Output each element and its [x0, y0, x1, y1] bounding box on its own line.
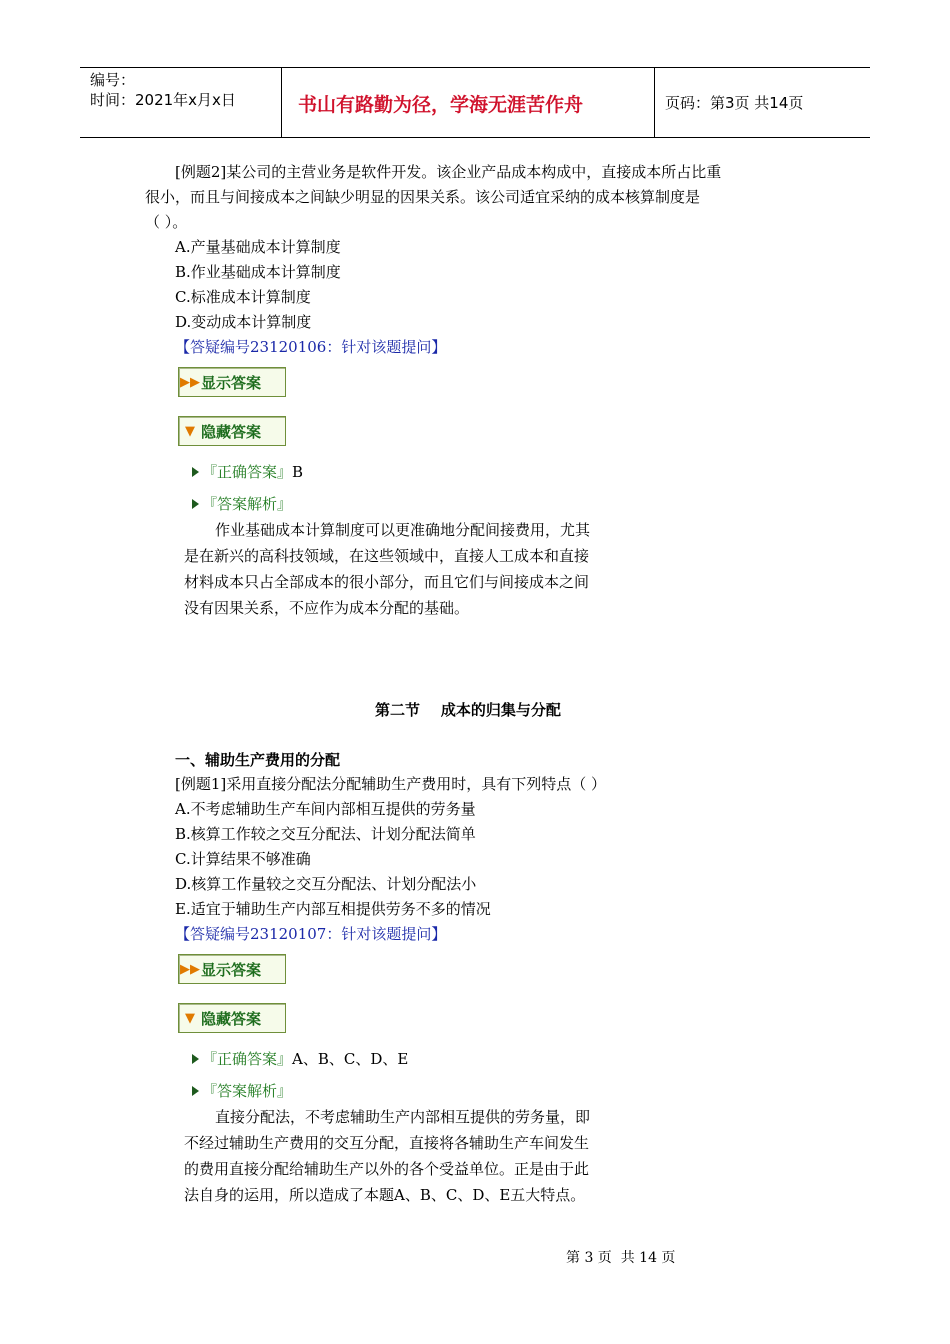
subsection-title: 一、辅助生产费用的分配: [175, 751, 341, 769]
q1-analysis-line1: 作业基础成本计算制度可以更准确地分配间接费用，尤其: [215, 521, 591, 539]
correct-answer-value: B: [292, 463, 304, 481]
triangle-right-icon: [192, 467, 199, 477]
q1-correct-answer: [192, 462, 303, 482]
q2-option-e: E.适宜于辅助生产内部互相提供劳务不多的情况: [175, 900, 491, 918]
q2-analysis-line3: 的费用直接分配给辅助生产以外的各个受益单位。正是由于此: [184, 1160, 590, 1178]
double-chevron-right-icon: ▶▶: [180, 374, 200, 390]
page-footer: 第 3 页 共 14 页: [566, 1250, 676, 1266]
q2-option-c: C.计算结果不够准确: [175, 850, 311, 868]
correct-answer-value: A、B、C、D、E: [292, 1050, 409, 1068]
q1-analysis-heading: [192, 494, 292, 514]
q1-option-d: D.变动成本计算制度: [175, 313, 312, 331]
correct-answer-label: 『正确答案』: [202, 463, 293, 481]
q1-stem-line3: （ ）。: [145, 213, 188, 231]
q1-analysis-line4: 没有因果关系，不应作为成本分配的基础。: [184, 599, 470, 617]
q2-hide-answer-button[interactable]: [178, 1003, 286, 1033]
q2-analysis-line2: 不经过辅助生产费用的交互分配，直接将各辅助生产车间发生: [184, 1134, 590, 1152]
q1-option-a: A.产量基础成本计算制度: [175, 238, 341, 256]
q1-analysis-line3: 材料成本只占全部成本的很小部分，而且它们与间接成本之间: [184, 573, 590, 591]
q1-stem-line2: 很小，而且与间接成本之间缺少明显的因果关系。该公司适宜采纳的成本核算制度是: [145, 188, 701, 206]
show-answer-label: 显示答案: [201, 373, 262, 392]
correct-answer-label: 『正确答案』: [202, 1050, 293, 1068]
q1-qa-link[interactable]: 【答疑编号23120106：针对该题提问】: [175, 338, 447, 356]
q2-qa-link[interactable]: 【答疑编号23120107：针对该题提问】: [175, 925, 447, 943]
hide-answer-label: 隐藏答案: [201, 1009, 262, 1028]
analysis-label: 『答案解析』: [202, 1082, 293, 1100]
header-divider: [654, 68, 655, 137]
q1-hide-answer-button[interactable]: [178, 416, 286, 446]
header-number-label: 编号：: [90, 71, 136, 89]
triangle-right-icon: [192, 499, 199, 509]
q1-analysis-line2: 是在新兴的高科技领域，在这些领域中，直接人工成本和直接: [184, 547, 590, 565]
q2-show-answer-button[interactable]: [178, 954, 286, 984]
header-divider: [281, 68, 282, 137]
double-chevron-right-icon: ▶▶: [180, 961, 200, 977]
triangle-right-icon: [192, 1086, 199, 1096]
header-motto: 书山有路勤为径，学海无涯苦作舟: [298, 94, 584, 116]
section-title: 第二节 成本的归集与分配: [375, 701, 561, 719]
q2-analysis-line1: 直接分配法，不考虑辅助生产内部相互提供的劳务量，即: [215, 1108, 591, 1126]
q1-option-b: B.作业基础成本计算制度: [175, 263, 341, 281]
q2-correct-answer: [192, 1049, 408, 1069]
q2-stem-line1: [例题1]采用直接分配法分配辅助生产费用时，具有下列特点（ ）: [175, 775, 607, 793]
q1-option-c: C.标准成本计算制度: [175, 288, 311, 306]
q2-option-b: B.核算工作较之交互分配法、计划分配法简单: [175, 825, 476, 843]
q1-stem-line1: [例题2]某公司的主营业务是软件开发。该企业产品成本构成中，直接成本所占比重: [175, 163, 722, 181]
q2-analysis-heading: [192, 1081, 292, 1101]
header-page-label: 页码：第3页 共14页: [665, 94, 804, 112]
header-time-label: 时间：2021年x月x日: [90, 91, 236, 109]
double-chevron-down-icon: ▼: [185, 1010, 195, 1026]
q2-option-a: A.不考虑辅助生产车间内部相互提供的劳务量: [175, 800, 476, 818]
hide-answer-label: 隐藏答案: [201, 422, 262, 441]
analysis-label: 『答案解析』: [202, 495, 293, 513]
q1-show-answer-button[interactable]: [178, 367, 286, 397]
double-chevron-down-icon: ▼: [185, 423, 195, 439]
show-answer-label: 显示答案: [201, 960, 262, 979]
q2-option-d: D.核算工作量较之交互分配法、计划分配法小: [175, 875, 477, 893]
triangle-right-icon: [192, 1054, 199, 1064]
q2-analysis-line4: 法自身的运用，所以造成了本题A、B、C、D、E五大特点。: [184, 1186, 586, 1204]
